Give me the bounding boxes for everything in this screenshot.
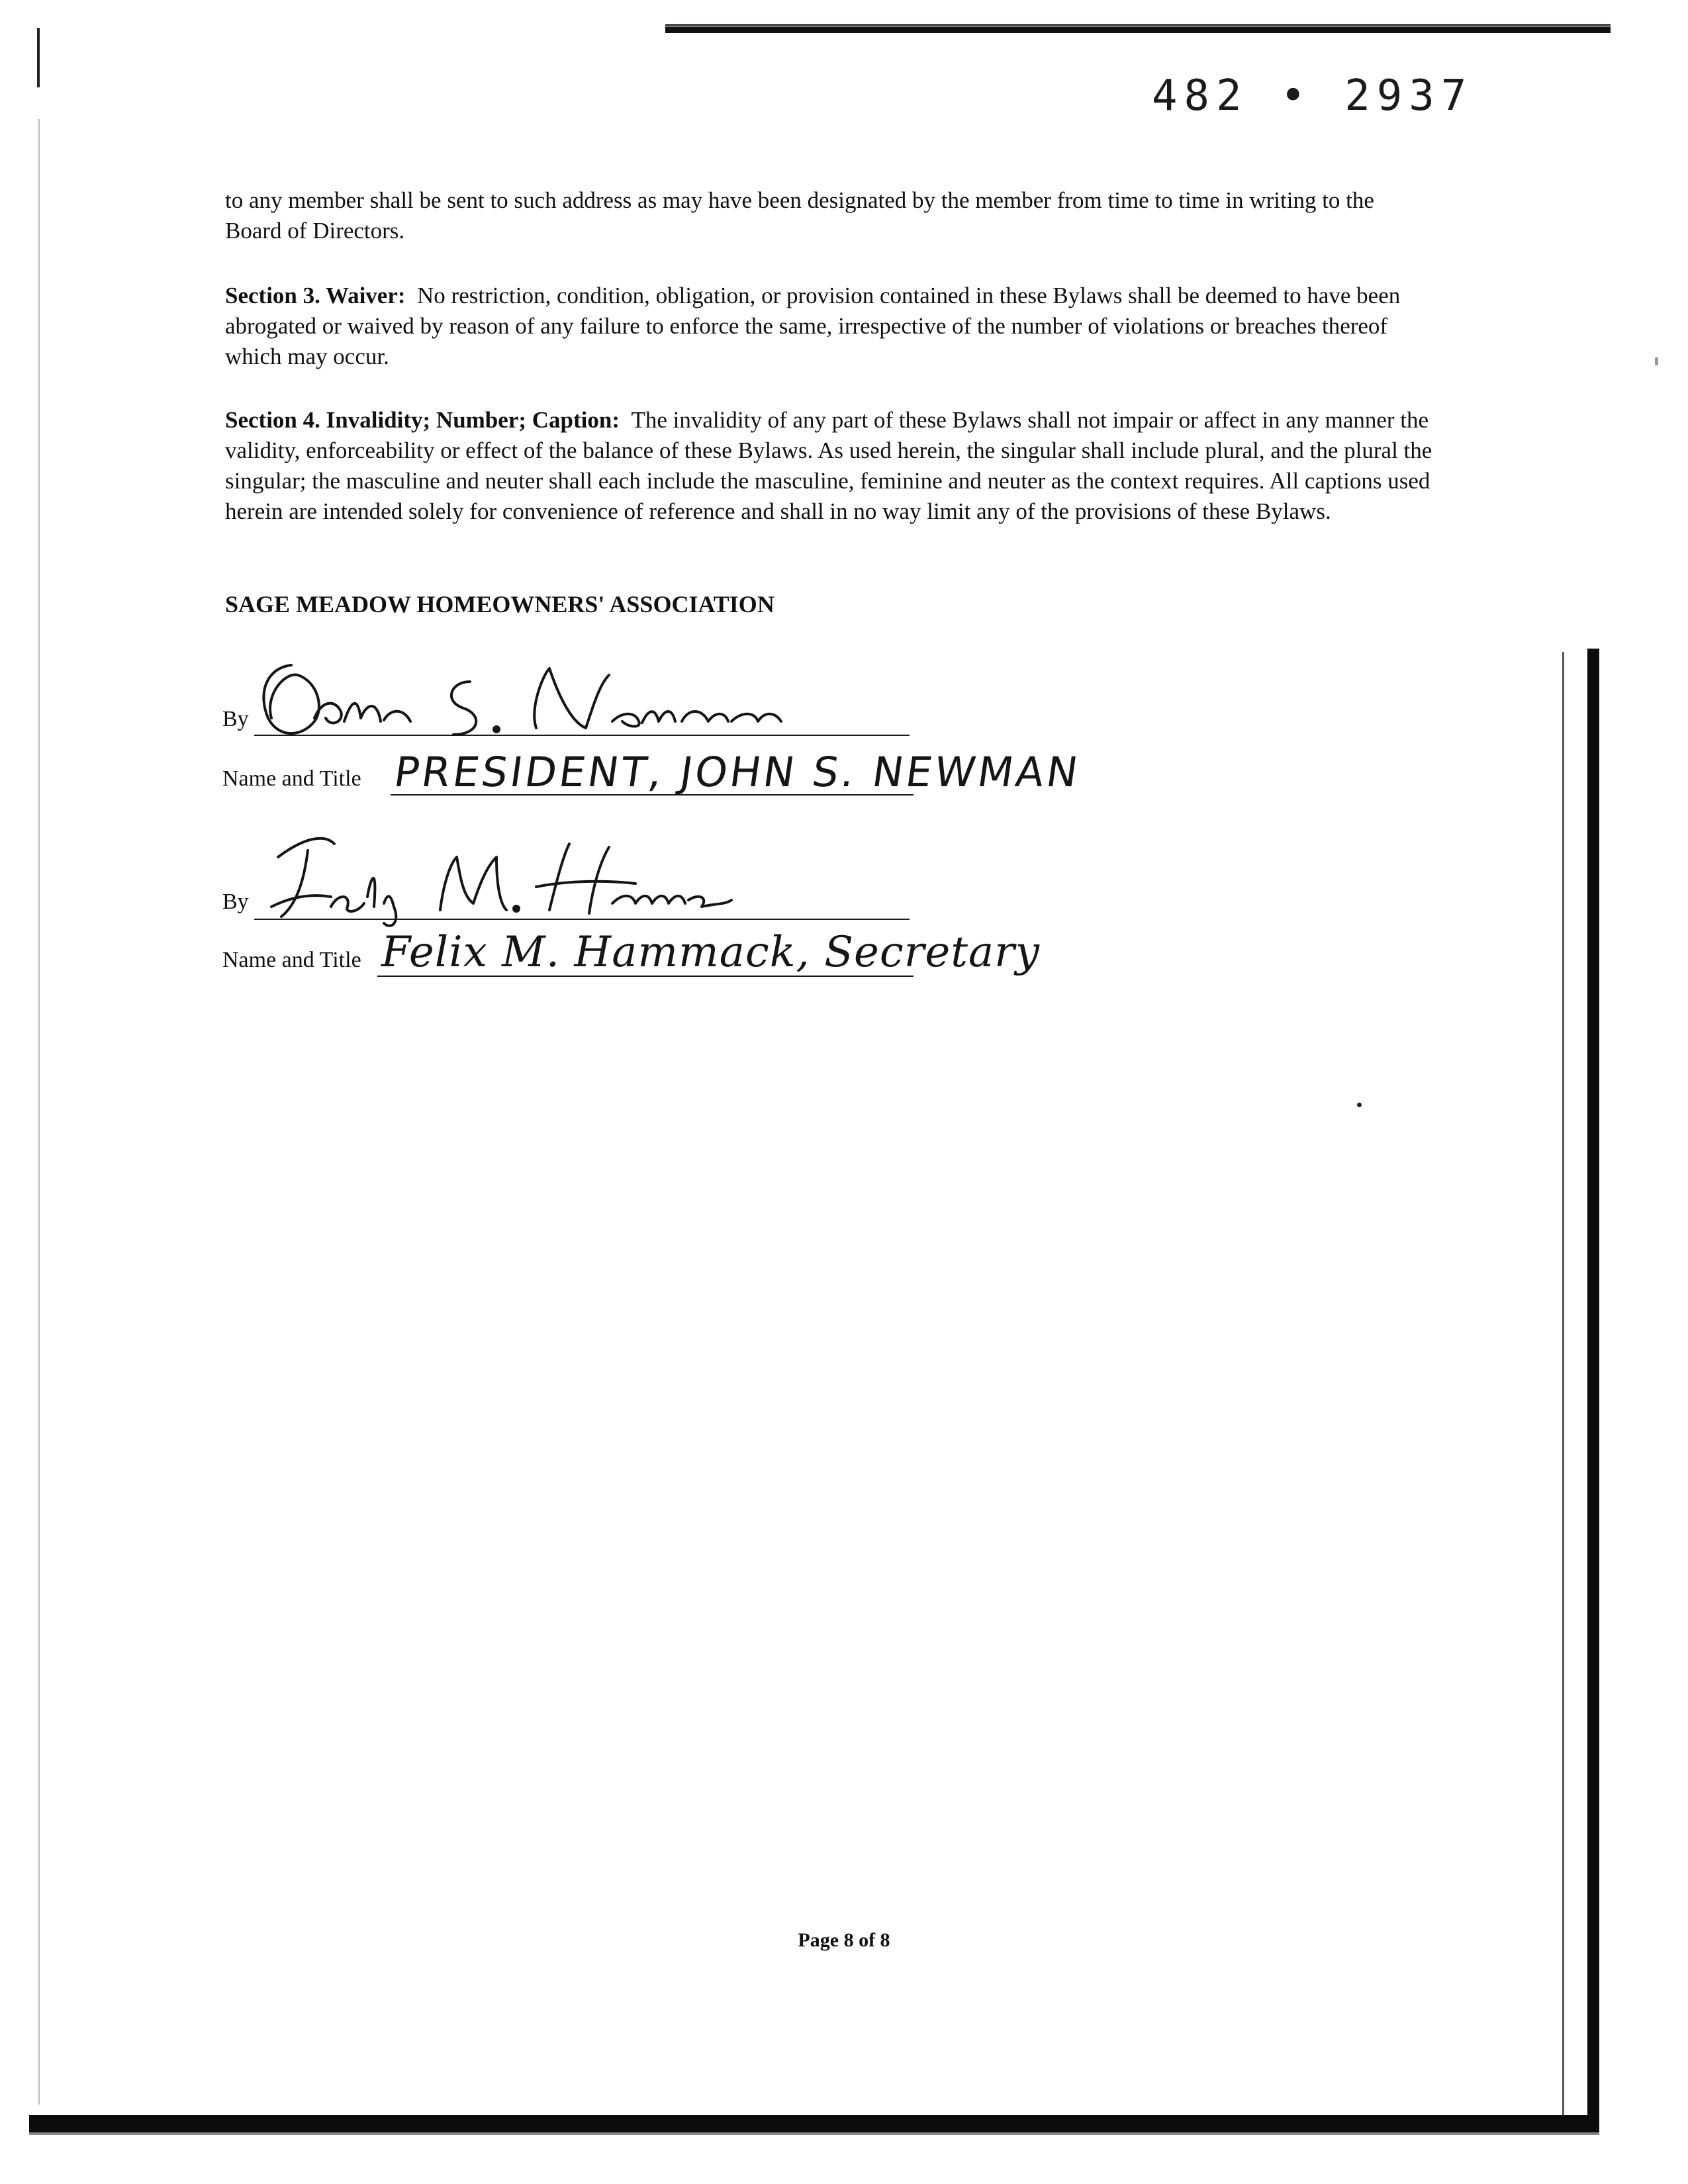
- page-number-footer: Page 8 of 8: [798, 1929, 890, 1951]
- by-label: By: [222, 707, 249, 731]
- section-body: No restriction, condition, obligation, or provision contained in these Bylaws shall be deemed to have been abrogated or waived by reason of any failure to enforce the same, irrespective of the number of violations or breaches thereof which may occur.: [225, 283, 1401, 369]
- scan-bottom-edge: [29, 2132, 1599, 2135]
- section-3-waiver: [225, 281, 1436, 372]
- paragraph-continuation: to any member shall be sent to such address as may have been designated by the member from time to time in writing to the Board of Directors.: [225, 187, 1374, 244]
- scan-speck: [1357, 1103, 1362, 1107]
- scan-right-border: [1587, 649, 1599, 2131]
- signature-john-newman: [252, 655, 847, 754]
- name-and-title-label: Name and Title: [222, 766, 361, 791]
- section-body: The invalidity of any part of these Bylaws shall not impair or affect in any manner the validity, enforceability or effect of the balance of these Bylaws. As used herein, the singular shall include plural, and the plural the singular; the masculine and neuter shall each include the masculine, feminine and neuter as the context requires. All captions used herein are intended solely for convenience of reference and shall in no way limit any of the provisions of these Bylaws.: [225, 407, 1432, 524]
- scan-bottom-border: [29, 2115, 1599, 2132]
- scan-left-edge: [38, 119, 40, 2105]
- handwritten-name-title: PRESIDENT, JOHN S. NEWMAN: [391, 748, 1084, 796]
- scan-speck: [1655, 357, 1658, 365]
- scan-top-edge: [665, 24, 1611, 26]
- signature-felix-hammack: [252, 831, 748, 930]
- association-name: SAGE MEADOW HOMEOWNERS' ASSOCIATION: [225, 591, 774, 617]
- section-4-invalidity: [225, 405, 1436, 527]
- handwritten-name-title: Felix M. Hammack, Secretary: [381, 928, 1040, 977]
- scan-top-border: [665, 26, 1611, 33]
- section-heading: Section 4. Invalidity; Number; Caption:: [225, 407, 620, 433]
- scan-right-edge: [1562, 652, 1564, 2128]
- document-number-stamp: 482 • 2937: [1152, 71, 1474, 120]
- by-label: By: [222, 889, 249, 914]
- section-heading: Section 3. Waiver:: [225, 283, 406, 308]
- name-and-title-label: Name and Title: [222, 948, 361, 972]
- scan-left-mark: [37, 28, 40, 87]
